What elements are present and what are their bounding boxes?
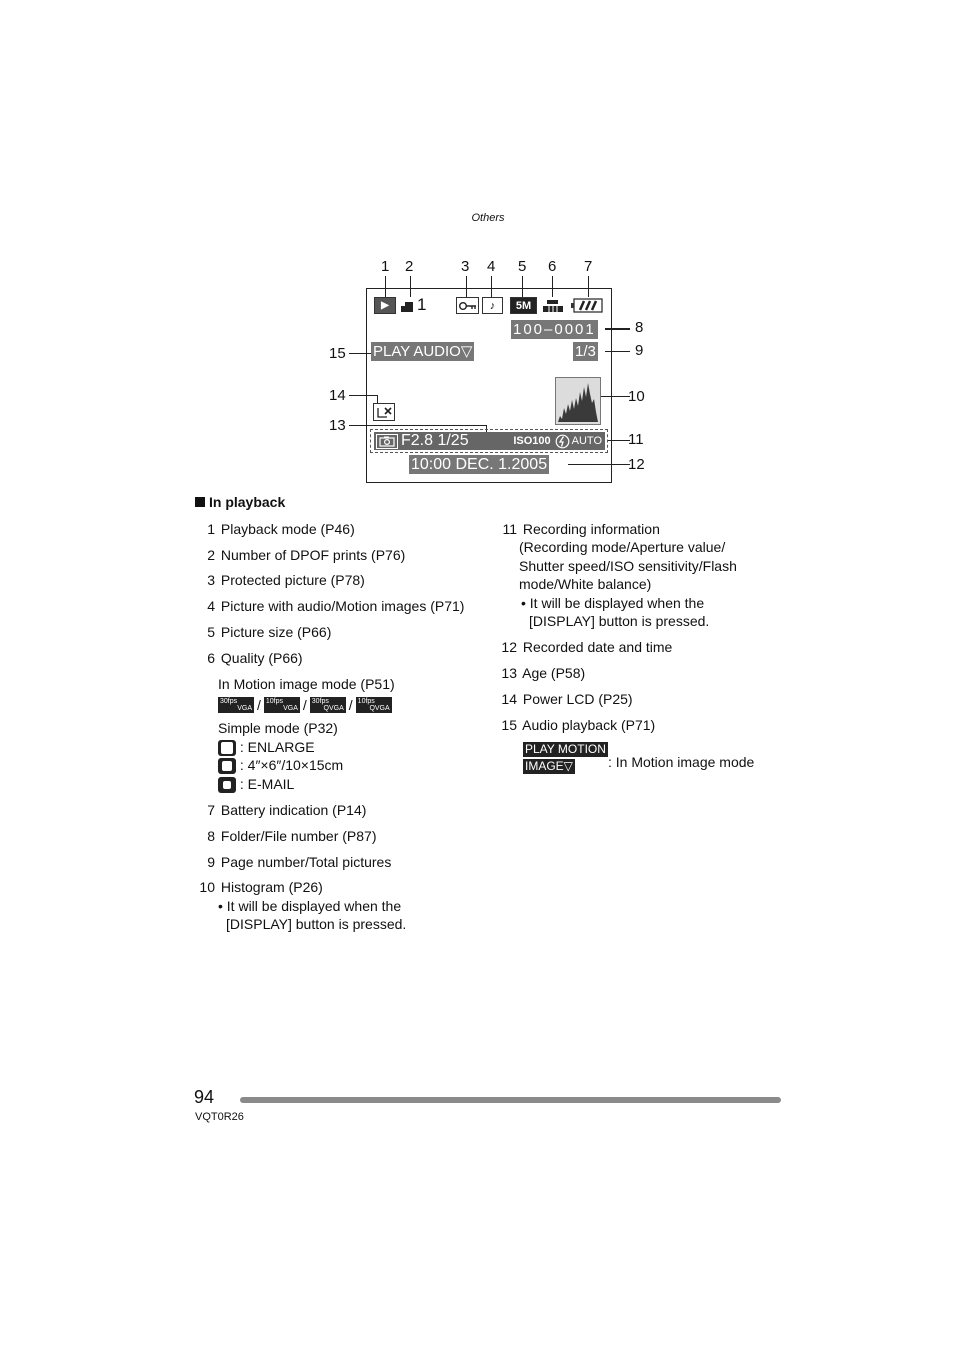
play-mode-icon: ▶ <box>374 297 396 314</box>
callout-9: 9 <box>635 342 644 359</box>
quality-icon <box>541 297 565 314</box>
recorded-datetime: 10:00 DEC. 1.2005 <box>411 456 548 473</box>
folder-file-number: 100–0001 <box>513 321 596 338</box>
page-number: 94 <box>194 1087 215 1107</box>
callout-7: 7 <box>584 258 593 275</box>
callout-14: 14 <box>329 387 346 404</box>
leader-line <box>605 328 630 330</box>
protect-key-icon <box>456 297 479 314</box>
image-label: IMAGE▽ <box>525 759 573 773</box>
quality-badge: 10fps VGA <box>265 698 298 713</box>
leader-line <box>568 464 630 465</box>
email-icon <box>218 777 236 793</box>
enlarge-icon <box>218 740 236 756</box>
note-line: • It will be displayed when the <box>218 898 402 914</box>
separator: / <box>257 697 261 713</box>
list-item: 10 Histogram (P26) <box>199 879 323 895</box>
doc-code: VQT0R26 <box>195 1111 244 1123</box>
separator: / <box>348 697 353 713</box>
list-item: 15 Audio playback (P71) <box>501 717 656 733</box>
leader-line <box>377 395 378 403</box>
list-item: 4 Picture with audio/Motion images (P71) <box>207 598 465 614</box>
callout-12: 12 <box>628 456 645 473</box>
motion-quality-badges <box>218 696 392 715</box>
footer-rule <box>240 1097 781 1103</box>
audio-note-icon: ♪ <box>482 297 503 314</box>
callout-8: 8 <box>635 319 644 336</box>
battery-icon <box>570 297 603 314</box>
list-item: 7 Battery indication (P14) <box>207 802 367 818</box>
desc-line: Shutter speed/ISO sensitivity/Flash <box>519 558 737 574</box>
desc-line: mode/White balance) <box>519 576 652 592</box>
list-item: 1 Playback mode (P46) <box>207 521 355 537</box>
leader-line <box>349 353 372 354</box>
picture-size-badge: 5M <box>510 297 537 314</box>
quality-badge: 30fps QVGA <box>311 698 344 713</box>
separator: / <box>302 697 307 713</box>
callout-1: 1 <box>381 258 390 275</box>
note-line: [DISPLAY] button is pressed. <box>226 916 407 932</box>
play-audio-label: PLAY AUDIO▽ <box>373 343 473 360</box>
callout-5: 5 <box>518 258 527 275</box>
motion-note: : In Motion image mode <box>608 754 755 770</box>
leader-line <box>605 351 630 352</box>
print-size-icon <box>218 758 236 774</box>
callout-15: 15 <box>329 345 346 362</box>
page-total: 1/3 <box>575 343 596 360</box>
simple-item: : E-MAIL <box>218 775 294 794</box>
list-item: 5 Picture size (P66) <box>207 624 332 640</box>
histogram-graph <box>555 377 601 425</box>
list-item: 6 Quality (P66) <box>207 650 303 666</box>
simple-item: : 4″×6″/10×15cm <box>218 756 343 775</box>
list-item: 13 Age (P58) <box>501 665 586 681</box>
dpof-count: 1 <box>417 295 427 314</box>
section-header: Others <box>471 212 505 224</box>
list-item: 12 Recorded date and time <box>501 639 673 655</box>
callout-2: 2 <box>405 258 414 275</box>
list-item: 14 Power LCD (P25) <box>501 691 633 707</box>
callout-4: 4 <box>487 258 496 275</box>
dpof-print-icon <box>398 297 415 314</box>
callout-13: 13 <box>329 417 346 434</box>
aperture-shutter: F2.8 1/25 <box>401 432 469 449</box>
leader-line <box>601 396 630 397</box>
leader-line <box>349 425 487 426</box>
list-item: 11 Recording information <box>502 521 660 537</box>
section-title <box>195 494 285 510</box>
note-line: [DISPLAY] button is pressed. <box>529 613 710 629</box>
iso-value: ISO100 <box>513 435 551 447</box>
simple-item: : ENLARGE <box>218 738 315 757</box>
list-item: 3 Protected picture (P78) <box>207 572 365 588</box>
list-item: 2 Number of DPOF prints (P76) <box>207 547 406 563</box>
callout-3: 3 <box>461 258 470 275</box>
section-title-text: In playback <box>209 494 286 510</box>
callout-11: 11 <box>628 431 644 448</box>
flash-off-icon <box>555 434 570 449</box>
simple-mode-heading: Simple mode (P32) <box>218 720 338 736</box>
motion-mode-heading: In Motion image mode (P51) <box>218 676 395 692</box>
list-item: 8 Folder/File number (P87) <box>207 828 377 844</box>
leader-line <box>349 395 378 396</box>
leader-line <box>608 440 630 441</box>
list-item: 9 Page number/Total pictures <box>207 854 392 870</box>
white-balance: AUTO <box>571 435 602 447</box>
play-motion-label: PLAY MOTION <box>525 742 606 756</box>
quality-badge: 10fps QVGA <box>357 698 390 713</box>
recording-info-bar <box>374 432 605 450</box>
power-lcd-icon <box>373 403 395 421</box>
note-line: • It will be displayed when the <box>521 595 705 611</box>
square-bullet-icon <box>195 497 205 507</box>
quality-badge: 30fps VGA <box>220 698 252 713</box>
callout-10: 10 <box>628 388 645 405</box>
desc-line: (Recording mode/Aperture value/ <box>519 539 726 555</box>
camera-icon <box>376 434 398 449</box>
callout-6: 6 <box>548 258 557 275</box>
